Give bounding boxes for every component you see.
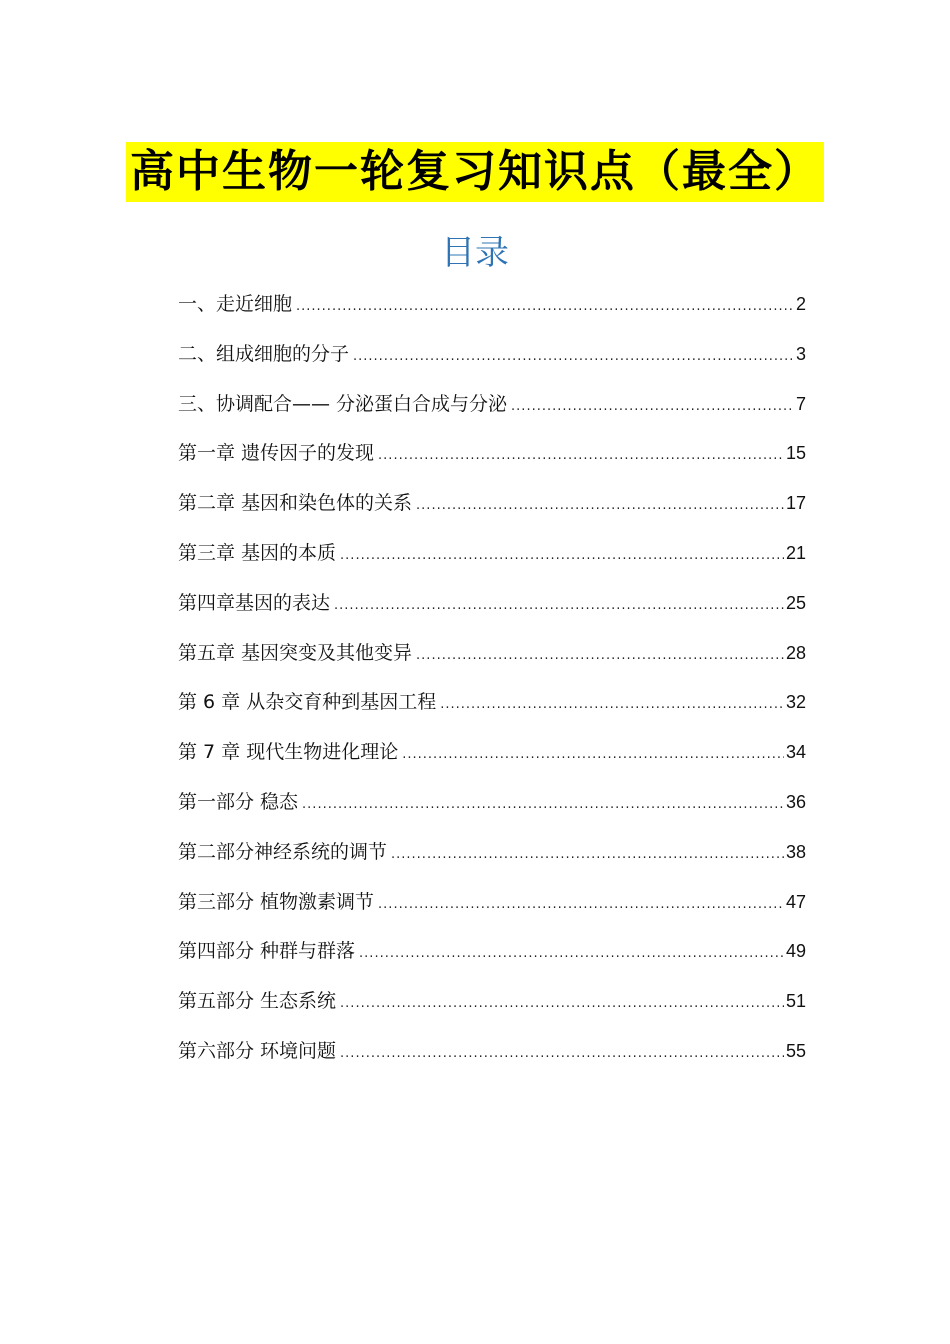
toc-entry[interactable] xyxy=(178,284,806,334)
toc-leader-dots xyxy=(416,486,784,526)
toc-entry[interactable] xyxy=(178,931,806,981)
toc-entry-label: 第六部分 环境问题 xyxy=(178,1039,337,1062)
toc-entry-label: 第一章 遗传因子的发现 xyxy=(178,442,375,465)
toc-leader-dots xyxy=(334,586,784,626)
toc-leader-dots xyxy=(340,984,784,1024)
toc-entry[interactable] xyxy=(178,782,806,832)
toc-entry[interactable] xyxy=(178,433,806,483)
toc-entry-page: 7 xyxy=(795,393,806,414)
toc-entry-page: 49 xyxy=(785,941,806,962)
toc-entry[interactable] xyxy=(178,732,806,782)
toc-entry-label: 第二部分神经系统的调节 xyxy=(178,840,388,863)
toc-entry[interactable] xyxy=(178,334,806,384)
toc-leader-dots xyxy=(340,536,784,576)
toc-entry-page: 55 xyxy=(785,1040,806,1061)
toc-entry-page: 32 xyxy=(785,692,806,713)
title-container xyxy=(0,142,950,202)
toc-entry[interactable] xyxy=(178,583,806,633)
toc-entry[interactable] xyxy=(178,981,806,1031)
toc-entry[interactable] xyxy=(178,533,806,583)
toc-entry-label: 第五部分 生态系统 xyxy=(178,990,337,1013)
table-of-contents xyxy=(178,284,806,1081)
toc-entry-page: 3 xyxy=(795,343,806,364)
toc-leader-dots xyxy=(302,785,784,825)
toc-entry-page: 17 xyxy=(785,493,806,514)
toc-leader-dots xyxy=(402,735,784,775)
toc-entry-page: 47 xyxy=(785,891,806,912)
toc-entry-label: 三、协调配合—— 分泌蛋白合成与分泌 xyxy=(178,392,508,415)
toc-entry[interactable] xyxy=(178,483,806,533)
toc-entry-page: 21 xyxy=(785,542,806,563)
toc-leader-dots xyxy=(511,387,794,427)
toc-leader-dots xyxy=(391,835,784,875)
toc-leader-dots xyxy=(378,885,784,925)
toc-entry-page: 38 xyxy=(785,841,806,862)
toc-entry-page: 2 xyxy=(795,294,806,314)
toc-leader-dots xyxy=(296,287,794,327)
toc-entry-page: 51 xyxy=(785,991,806,1012)
toc-leader-dots xyxy=(416,636,784,676)
toc-entry-label: 第二章 基因和染色体的关系 xyxy=(178,492,413,515)
toc-leader-dots xyxy=(378,436,784,476)
toc-entry[interactable] xyxy=(178,384,806,434)
toc-entry-label: 第三部分 植物激素调节 xyxy=(178,890,375,913)
toc-entry-page: 28 xyxy=(785,642,806,663)
toc-entry-page: 34 xyxy=(785,742,806,763)
toc-entry-label: 第三章 基因的本质 xyxy=(178,541,337,564)
toc-entry-label: 第 7 章 现代生物进化理论 xyxy=(178,741,399,764)
toc-leader-dots xyxy=(359,934,784,974)
toc-entry[interactable] xyxy=(178,1031,806,1081)
toc-entry-label: 第五章 基因突变及其他变异 xyxy=(178,641,413,664)
toc-entry-label: 二、组成细胞的分子 xyxy=(178,342,350,365)
toc-entry[interactable] xyxy=(178,682,806,732)
document-title: 高中生物一轮复习知识点（最全） xyxy=(126,142,824,202)
toc-entry[interactable] xyxy=(178,832,806,882)
toc-leader-dots xyxy=(440,685,784,725)
toc-entry-label: 第四章基因的表达 xyxy=(178,591,331,614)
toc-entry[interactable] xyxy=(178,882,806,932)
toc-entry-page: 15 xyxy=(785,443,806,464)
toc-entry-label: 第 6 章 从杂交育种到基因工程 xyxy=(178,691,437,714)
toc-heading: 目录 xyxy=(441,233,509,273)
toc-entry-label: 第四部分 种群与群落 xyxy=(178,940,356,963)
toc-entry-page: 36 xyxy=(785,791,806,812)
toc-entry-page: 25 xyxy=(785,592,806,613)
toc-leader-dots xyxy=(340,1034,784,1074)
toc-leader-dots xyxy=(353,337,794,377)
toc-entry-label: 第一部分 稳态 xyxy=(178,790,299,813)
toc-entry[interactable] xyxy=(178,633,806,683)
toc-entry-label: 一、走近细胞 xyxy=(178,293,293,315)
